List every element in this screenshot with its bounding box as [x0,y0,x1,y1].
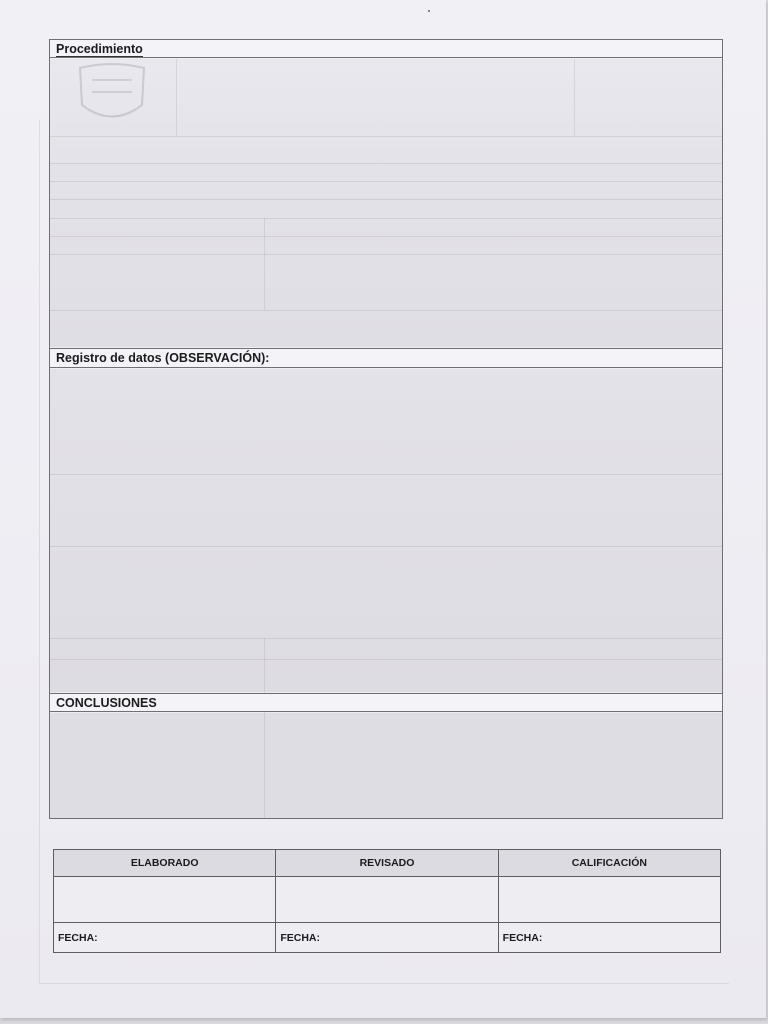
bleed-through-margin-line [39,120,40,983]
calificacion-header: CALIFICACIÓN [498,850,720,877]
revisado-signature-cell[interactable] [276,877,498,923]
calificacion-signature-cell[interactable] [498,877,720,923]
calificacion-fecha[interactable]: FECHA: [498,923,720,953]
procedimiento-label: Procedimiento [56,42,143,56]
elaborado-fecha[interactable]: FECHA: [54,923,276,953]
conclusiones-label: CONCLUSIONES [56,696,157,710]
revisado-header: REVISADO [276,850,498,877]
bleed-through-bottom-line [39,983,729,984]
elaborado-header: ELABORADO [54,850,276,877]
revisado-fecha[interactable]: FECHA: [276,923,498,953]
procedure-frame [49,39,723,819]
speck [428,10,430,12]
registro-label: Registro de datos (OBSERVACIÓN): [56,351,270,365]
signature-table [53,849,721,953]
elaborado-signature-cell[interactable] [54,877,276,923]
